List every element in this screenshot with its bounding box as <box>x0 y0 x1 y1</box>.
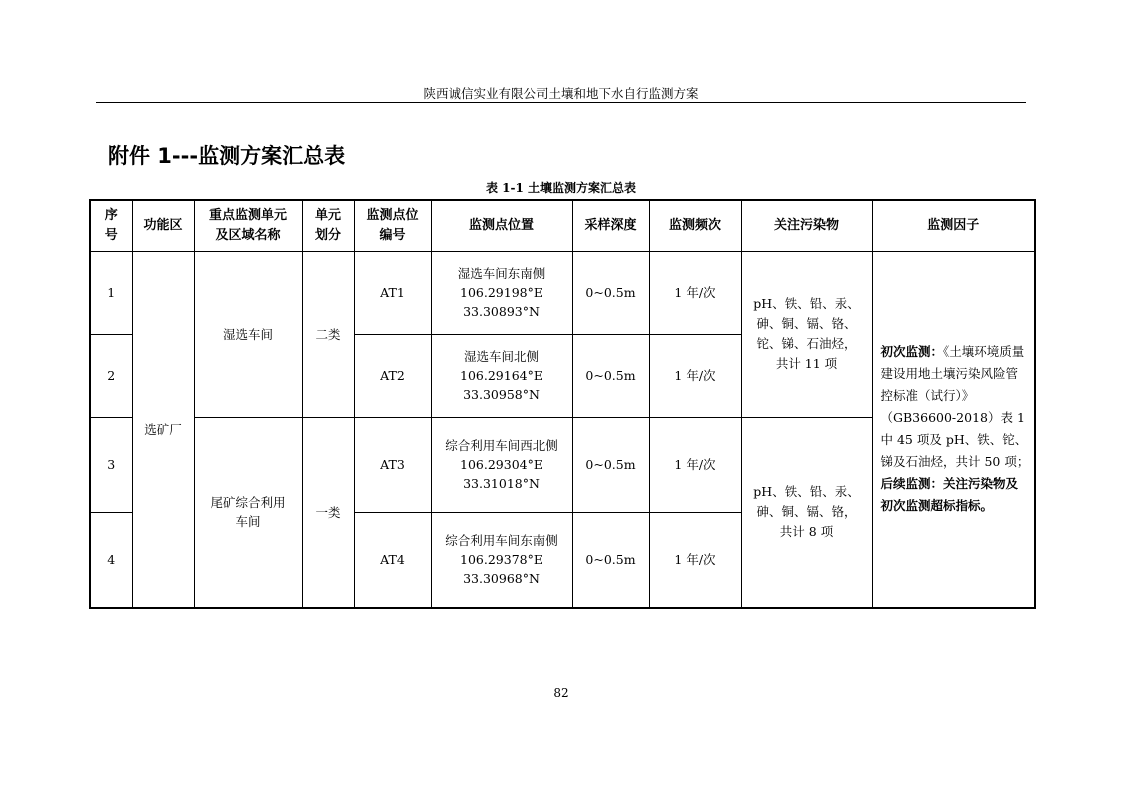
monitoring-plan-table <box>89 199 1036 609</box>
initial-label: 初次监测： <box>880 344 944 360</box>
table-header-row <box>90 200 1035 251</box>
document-header: 陕西诚信实业有限公司土壤和地下水自行监测方案 <box>423 86 699 101</box>
pollutants: pH、铁、铅、汞、 砷、铜、镉、铬， 共计 8 项 <box>741 417 872 608</box>
monitoring-frequency: 1 年/次 <box>649 334 741 417</box>
header-location: 监测点位置 <box>431 200 572 251</box>
header-seq: 序 号 <box>90 200 132 251</box>
point-code: AT2 <box>354 334 431 417</box>
row-seq: 4 <box>90 512 132 608</box>
point-location: 湿选车间东南侧 106.29198°E 33.30893°N <box>431 251 572 334</box>
point-code: AT1 <box>354 251 431 334</box>
sampling-depth: 0~0.5m <box>572 417 649 512</box>
header-class: 单元 划分 <box>302 200 354 251</box>
followup-text: 后续监测：关注污染物及初次监测超标指标。 <box>880 476 1019 514</box>
monitoring-factors <box>872 251 1035 608</box>
unit-class: 一类 <box>302 417 354 608</box>
area-name: 选矿厂 <box>132 251 194 608</box>
monitoring-frequency: 1 年/次 <box>649 417 741 512</box>
monitoring-frequency: 1 年/次 <box>649 251 741 334</box>
sampling-depth: 0~0.5m <box>572 334 649 417</box>
header-depth: 采样深度 <box>572 200 649 251</box>
point-code: AT3 <box>354 417 431 512</box>
header-area: 功能区 <box>132 200 194 251</box>
pollutants: pH、铁、铅、汞、 砷、铜、镉、铬、 铊、锑、石油烃， 共计 11 项 <box>741 251 872 417</box>
unit-name: 尾矿综合利用 车间 <box>194 417 302 608</box>
row-seq: 3 <box>90 417 132 512</box>
table-row <box>90 251 1035 334</box>
header-code: 监测点位 编号 <box>354 200 431 251</box>
page-number: 82 <box>553 686 569 700</box>
header-pollutants: 关注污染物 <box>741 200 872 251</box>
point-location: 湿选车间北侧 106.29164°E 33.30958°N <box>431 334 572 417</box>
header-rule <box>96 102 1026 103</box>
section-title: 附件 1---监测方案汇总表 <box>108 144 346 168</box>
header-factors: 监测因子 <box>872 200 1035 251</box>
sampling-depth: 0~0.5m <box>572 512 649 608</box>
row-seq: 1 <box>90 251 132 334</box>
point-code: AT4 <box>354 512 431 608</box>
initial-text: 《土壤环境质量建设用地土壤污染风险管控标准（试行）》（GB36600-2018）表 1 中 45 项及 pH、铁、铊、锑及石油烃，共计 50 项； <box>880 344 1030 470</box>
table-caption: 表 1-1 土壤监测方案汇总表 <box>485 181 637 195</box>
unit-name: 湿选车间 <box>194 251 302 417</box>
point-location: 综合利用车间东南侧 106.29378°E 33.30968°N <box>431 512 572 608</box>
unit-class: 二类 <box>302 251 354 417</box>
header-unit: 重点监测单元 及区域名称 <box>194 200 302 251</box>
sampling-depth: 0~0.5m <box>572 251 649 334</box>
monitoring-frequency: 1 年/次 <box>649 512 741 608</box>
point-location: 综合利用车间西北侧 106.29304°E 33.31018°N <box>431 417 572 512</box>
row-seq: 2 <box>90 334 132 417</box>
header-frequency: 监测频次 <box>649 200 741 251</box>
